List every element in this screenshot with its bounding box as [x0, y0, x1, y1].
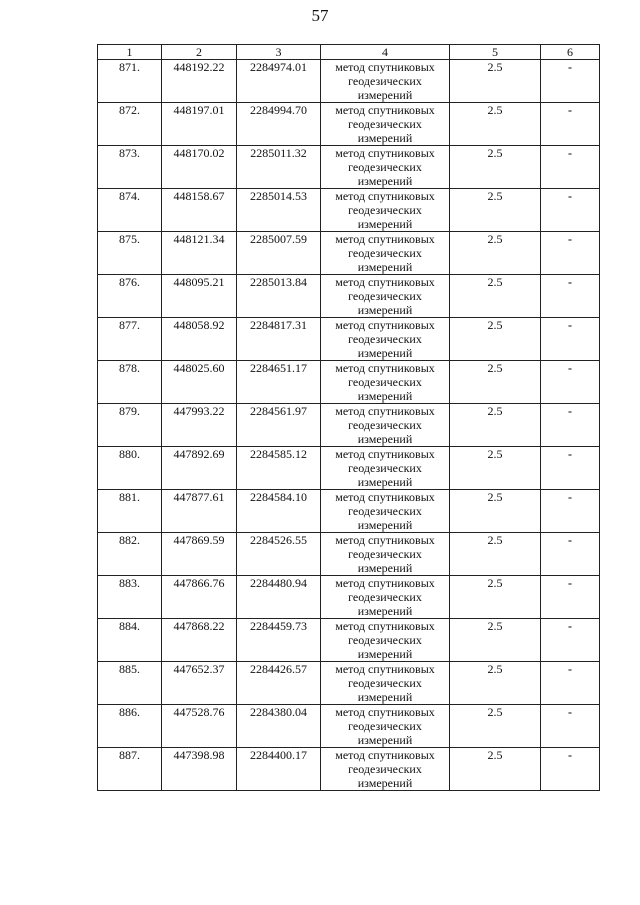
coord-y: 2284459.73 — [237, 619, 321, 662]
note: - — [541, 146, 600, 189]
note: - — [541, 705, 600, 748]
table-row — [98, 318, 600, 361]
note: - — [541, 619, 600, 662]
method-line: измерений — [357, 690, 413, 704]
method-line: метод спутниковых — [335, 533, 435, 547]
accuracy: 2.5 — [450, 275, 541, 318]
method-line: измерений — [357, 174, 413, 188]
accuracy: 2.5 — [450, 361, 541, 404]
point-number: 876. — [98, 275, 162, 318]
note: - — [541, 533, 600, 576]
method-line: метод спутниковых — [335, 619, 435, 633]
method-line: измерений — [357, 131, 413, 145]
coord-y: 2284526.55 — [237, 533, 321, 576]
coord-x: 447866.76 — [162, 576, 237, 619]
method-line: метод спутниковых — [335, 361, 435, 375]
coord-y: 2285013.84 — [237, 275, 321, 318]
coord-y: 2285014.53 — [237, 189, 321, 232]
method-cell — [321, 619, 450, 662]
method-line: геодезических — [348, 762, 422, 776]
coord-x: 448095.21 — [162, 275, 237, 318]
accuracy: 2.5 — [450, 662, 541, 705]
coord-y: 2284585.12 — [237, 447, 321, 490]
point-number: 874. — [98, 189, 162, 232]
point-number: 878. — [98, 361, 162, 404]
coord-x: 448192.22 — [162, 60, 237, 103]
point-number: 884. — [98, 619, 162, 662]
method-line: метод спутниковых — [335, 189, 435, 203]
method-line: измерений — [357, 604, 413, 618]
table-row — [98, 447, 600, 490]
coord-x: 448121.34 — [162, 232, 237, 275]
method-line: геодезических — [348, 74, 422, 88]
note: - — [541, 318, 600, 361]
method-line: геодезических — [348, 461, 422, 475]
table-row — [98, 189, 600, 232]
method-cell — [321, 275, 450, 318]
coord-x: 448170.02 — [162, 146, 237, 189]
coord-x: 447528.76 — [162, 705, 237, 748]
table-header — [98, 45, 600, 60]
method-line: геодезических — [348, 375, 422, 389]
header-col-3: 3 — [237, 45, 321, 60]
accuracy: 2.5 — [450, 404, 541, 447]
method-line: геодезических — [348, 289, 422, 303]
method-line: измерений — [357, 518, 413, 532]
method-line: геодезических — [348, 117, 422, 131]
accuracy: 2.5 — [450, 146, 541, 189]
coord-x: 447892.69 — [162, 447, 237, 490]
coord-y: 2284817.31 — [237, 318, 321, 361]
method-line: геодезических — [348, 203, 422, 217]
method-cell — [321, 146, 450, 189]
method-cell — [321, 60, 450, 103]
coord-y: 2285011.32 — [237, 146, 321, 189]
method-line: геодезических — [348, 633, 422, 647]
table-row — [98, 232, 600, 275]
method-line: геодезических — [348, 590, 422, 604]
method-line: измерений — [357, 303, 413, 317]
note: - — [541, 361, 600, 404]
method-line: измерений — [357, 432, 413, 446]
note: - — [541, 275, 600, 318]
table-row — [98, 662, 600, 705]
method-line: метод спутниковых — [335, 60, 435, 74]
method-cell — [321, 533, 450, 576]
method-line: геодезических — [348, 332, 422, 346]
accuracy: 2.5 — [450, 533, 541, 576]
table-row — [98, 404, 600, 447]
coord-y: 2284400.17 — [237, 748, 321, 791]
accuracy: 2.5 — [450, 103, 541, 146]
coord-x: 447993.22 — [162, 404, 237, 447]
table-row — [98, 361, 600, 404]
point-number: 871. — [98, 60, 162, 103]
method-line: метод спутниковых — [335, 404, 435, 418]
accuracy: 2.5 — [450, 748, 541, 791]
point-number: 886. — [98, 705, 162, 748]
coord-x: 447877.61 — [162, 490, 237, 533]
method-line: метод спутниковых — [335, 662, 435, 676]
coord-y: 2284584.10 — [237, 490, 321, 533]
method-line: геодезических — [348, 418, 422, 432]
coord-y: 2284480.94 — [237, 576, 321, 619]
method-line: геодезических — [348, 504, 422, 518]
note: - — [541, 103, 600, 146]
method-cell — [321, 189, 450, 232]
method-line: измерений — [357, 647, 413, 661]
table-row — [98, 576, 600, 619]
point-number: 883. — [98, 576, 162, 619]
method-line: геодезических — [348, 160, 422, 174]
method-line: метод спутниковых — [335, 490, 435, 504]
accuracy: 2.5 — [450, 705, 541, 748]
table-row — [98, 146, 600, 189]
point-number: 877. — [98, 318, 162, 361]
point-number: 880. — [98, 447, 162, 490]
coord-y: 2284651.17 — [237, 361, 321, 404]
method-line: геодезических — [348, 246, 422, 260]
method-cell — [321, 490, 450, 533]
method-line: измерений — [357, 475, 413, 489]
coord-x: 447869.59 — [162, 533, 237, 576]
accuracy: 2.5 — [450, 232, 541, 275]
header-col-4: 4 — [321, 45, 450, 60]
point-number: 885. — [98, 662, 162, 705]
table-row — [98, 103, 600, 146]
point-number: 875. — [98, 232, 162, 275]
accuracy: 2.5 — [450, 60, 541, 103]
method-line: метод спутниковых — [335, 318, 435, 332]
method-line: геодезических — [348, 547, 422, 561]
note: - — [541, 189, 600, 232]
method-line: измерений — [357, 733, 413, 747]
note: - — [541, 447, 600, 490]
accuracy: 2.5 — [450, 189, 541, 232]
method-cell — [321, 662, 450, 705]
method-cell — [321, 361, 450, 404]
coord-y: 2284994.70 — [237, 103, 321, 146]
table-row — [98, 533, 600, 576]
method-cell — [321, 404, 450, 447]
method-line: метод спутниковых — [335, 576, 435, 590]
header-row — [98, 45, 600, 60]
method-line: метод спутниковых — [335, 275, 435, 289]
accuracy: 2.5 — [450, 576, 541, 619]
method-line: геодезических — [348, 676, 422, 690]
accuracy: 2.5 — [450, 619, 541, 662]
method-line: метод спутниковых — [335, 705, 435, 719]
point-number: 881. — [98, 490, 162, 533]
method-line: метод спутниковых — [335, 447, 435, 461]
method-line: измерений — [357, 346, 413, 360]
coord-y: 2285007.59 — [237, 232, 321, 275]
header-col-1: 1 — [98, 45, 162, 60]
method-line: измерений — [357, 217, 413, 231]
method-line: измерений — [357, 260, 413, 274]
method-cell — [321, 318, 450, 361]
method-line: измерений — [357, 88, 413, 102]
coord-x: 448158.67 — [162, 189, 237, 232]
method-line: геодезических — [348, 719, 422, 733]
note: - — [541, 662, 600, 705]
coord-x: 447652.37 — [162, 662, 237, 705]
coord-x: 447398.98 — [162, 748, 237, 791]
method-line: метод спутниковых — [335, 748, 435, 762]
accuracy: 2.5 — [450, 447, 541, 490]
method-cell — [321, 576, 450, 619]
table-row — [98, 705, 600, 748]
table-row — [98, 275, 600, 318]
method-line: метод спутниковых — [335, 232, 435, 246]
coordinates-table — [97, 44, 600, 791]
accuracy: 2.5 — [450, 318, 541, 361]
coord-y: 2284426.57 — [237, 662, 321, 705]
accuracy: 2.5 — [450, 490, 541, 533]
method-line: измерений — [357, 776, 413, 790]
coord-x: 447868.22 — [162, 619, 237, 662]
coord-x: 448058.92 — [162, 318, 237, 361]
note: - — [541, 490, 600, 533]
method-cell — [321, 447, 450, 490]
method-cell — [321, 705, 450, 748]
point-number: 882. — [98, 533, 162, 576]
note: - — [541, 576, 600, 619]
table-row — [98, 748, 600, 791]
point-number: 879. — [98, 404, 162, 447]
coord-x: 448197.01 — [162, 103, 237, 146]
coord-x: 448025.60 — [162, 361, 237, 404]
table-row — [98, 490, 600, 533]
page-number: 57 — [311, 6, 329, 25]
table-row — [98, 60, 600, 103]
method-cell — [321, 103, 450, 146]
method-line: метод спутниковых — [335, 146, 435, 160]
header-col-5: 5 — [450, 45, 541, 60]
header-col-2: 2 — [162, 45, 237, 60]
note: - — [541, 232, 600, 275]
method-line: измерений — [357, 389, 413, 403]
coord-y: 2284380.04 — [237, 705, 321, 748]
method-line: метод спутниковых — [335, 103, 435, 117]
coord-y: 2284974.01 — [237, 60, 321, 103]
method-line: измерений — [357, 561, 413, 575]
point-number: 873. — [98, 146, 162, 189]
coord-y: 2284561.97 — [237, 404, 321, 447]
method-cell — [321, 748, 450, 791]
point-number: 872. — [98, 103, 162, 146]
method-cell — [321, 232, 450, 275]
note: - — [541, 404, 600, 447]
table-row — [98, 619, 600, 662]
table-body — [98, 60, 600, 791]
note: - — [541, 748, 600, 791]
header-col-6: 6 — [541, 45, 600, 60]
note: - — [541, 60, 600, 103]
point-number: 887. — [98, 748, 162, 791]
